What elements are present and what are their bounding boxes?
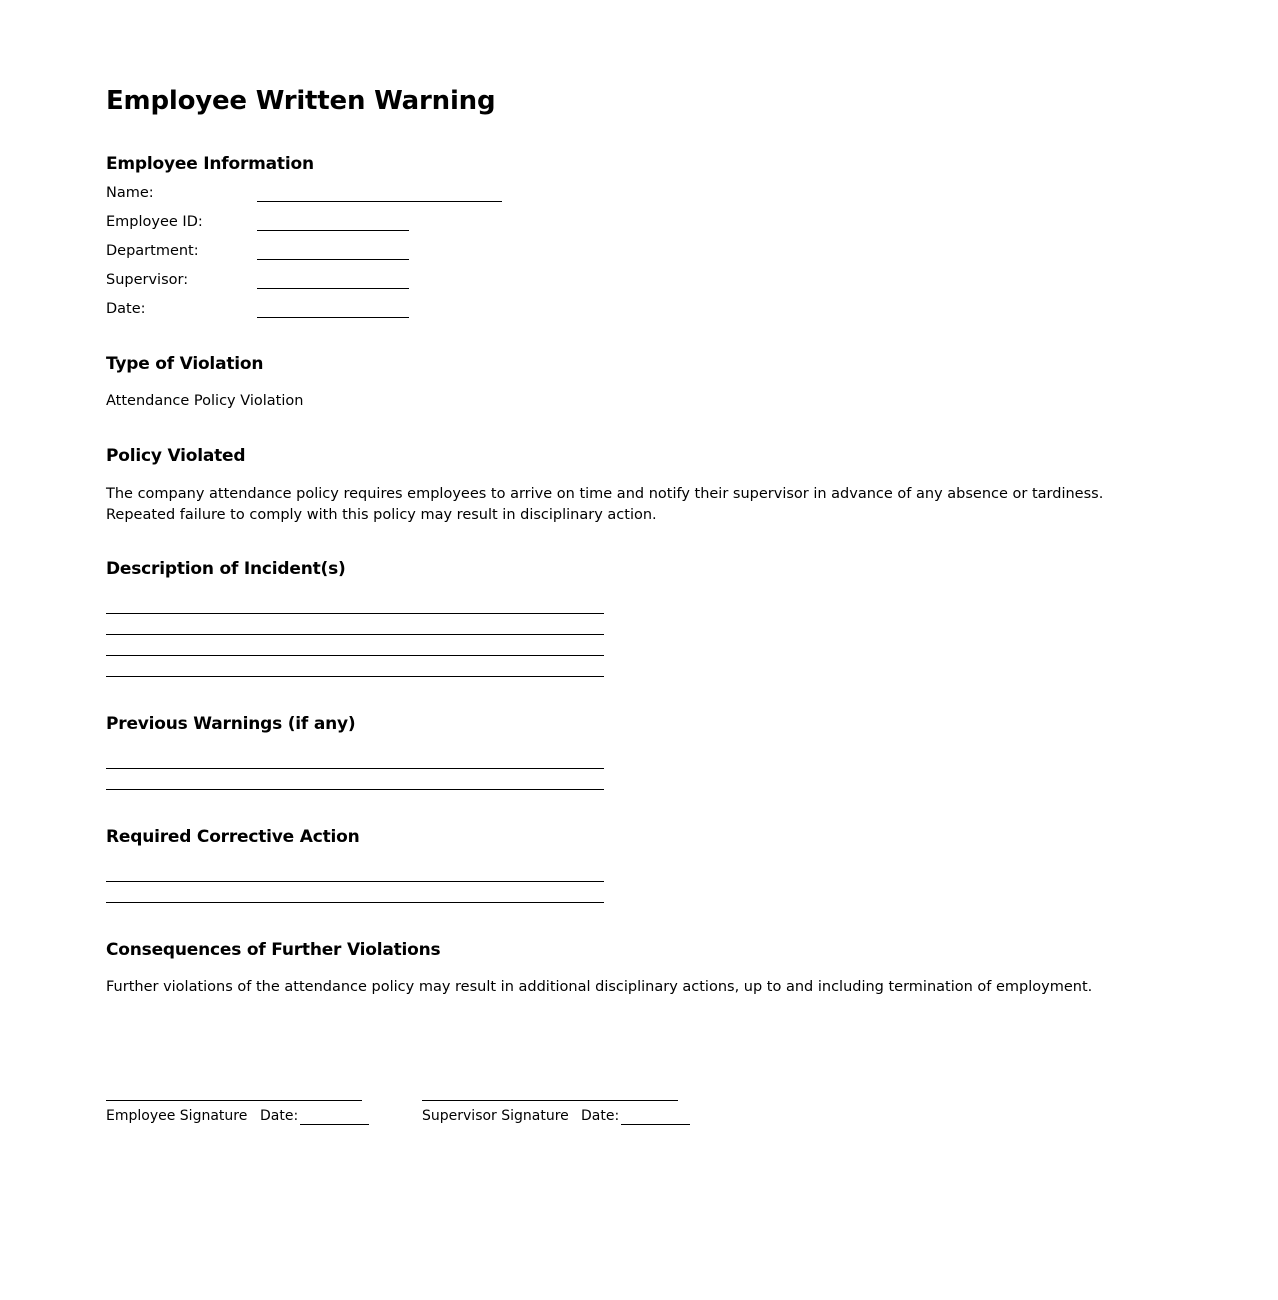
consequences-heading: Consequences of Further Violations	[106, 940, 441, 960]
employee-signature-line[interactable]	[106, 1100, 362, 1101]
employee-id-label: Employee ID:	[106, 214, 203, 230]
date-label: Date:	[106, 301, 146, 317]
policy-violated-text: The company attendance policy requires employees to arrive on time and notify their supervisor in advance of any absence or tardiness. Repeated failure to comply with this policy may result in disciplinary action.	[106, 486, 1104, 523]
supervisor-date-field[interactable]	[621, 1110, 690, 1125]
policy-violated-heading: Policy Violated	[106, 446, 246, 466]
supervisor-signature-label: Supervisor Signature	[422, 1108, 569, 1124]
violation-type-text: Attendance Policy Violation	[106, 393, 304, 409]
employee-id-field[interactable]	[257, 215, 409, 231]
corrective-action-line-1[interactable]	[106, 881, 604, 882]
supervisor-label: Supervisor:	[106, 272, 189, 288]
document-title: Employee Written Warning	[106, 86, 496, 116]
employee-date-field[interactable]	[300, 1110, 369, 1125]
supervisor-field[interactable]	[257, 273, 409, 289]
department-label: Department:	[106, 243, 199, 259]
date-field[interactable]	[257, 302, 409, 318]
description-line-4[interactable]	[106, 676, 604, 677]
corrective-action-heading: Required Corrective Action	[106, 827, 360, 847]
department-field[interactable]	[257, 244, 409, 260]
description-line-3[interactable]	[106, 655, 604, 656]
previous-warnings-line-2[interactable]	[106, 789, 604, 790]
name-label: Name:	[106, 185, 154, 201]
supervisor-date-label: Date:	[581, 1108, 620, 1124]
violation-type-heading: Type of Violation	[106, 354, 264, 374]
supervisor-signature-line[interactable]	[422, 1100, 678, 1101]
corrective-action-line-2[interactable]	[106, 902, 604, 903]
employee-date-label: Date:	[260, 1108, 299, 1124]
description-heading: Description of Incident(s)	[106, 559, 346, 579]
previous-warnings-line-1[interactable]	[106, 768, 604, 769]
consequences-text: Further violations of the attendance policy may result in additional disciplinary actions, up to and including termination of employment.	[106, 979, 1093, 995]
description-line-2[interactable]	[106, 634, 604, 635]
name-field[interactable]	[257, 186, 502, 202]
employee-signature-label: Employee Signature	[106, 1108, 248, 1124]
description-line-1[interactable]	[106, 613, 604, 614]
employee-info-heading: Employee Information	[106, 154, 314, 174]
previous-warnings-heading: Previous Warnings (if any)	[106, 714, 356, 734]
